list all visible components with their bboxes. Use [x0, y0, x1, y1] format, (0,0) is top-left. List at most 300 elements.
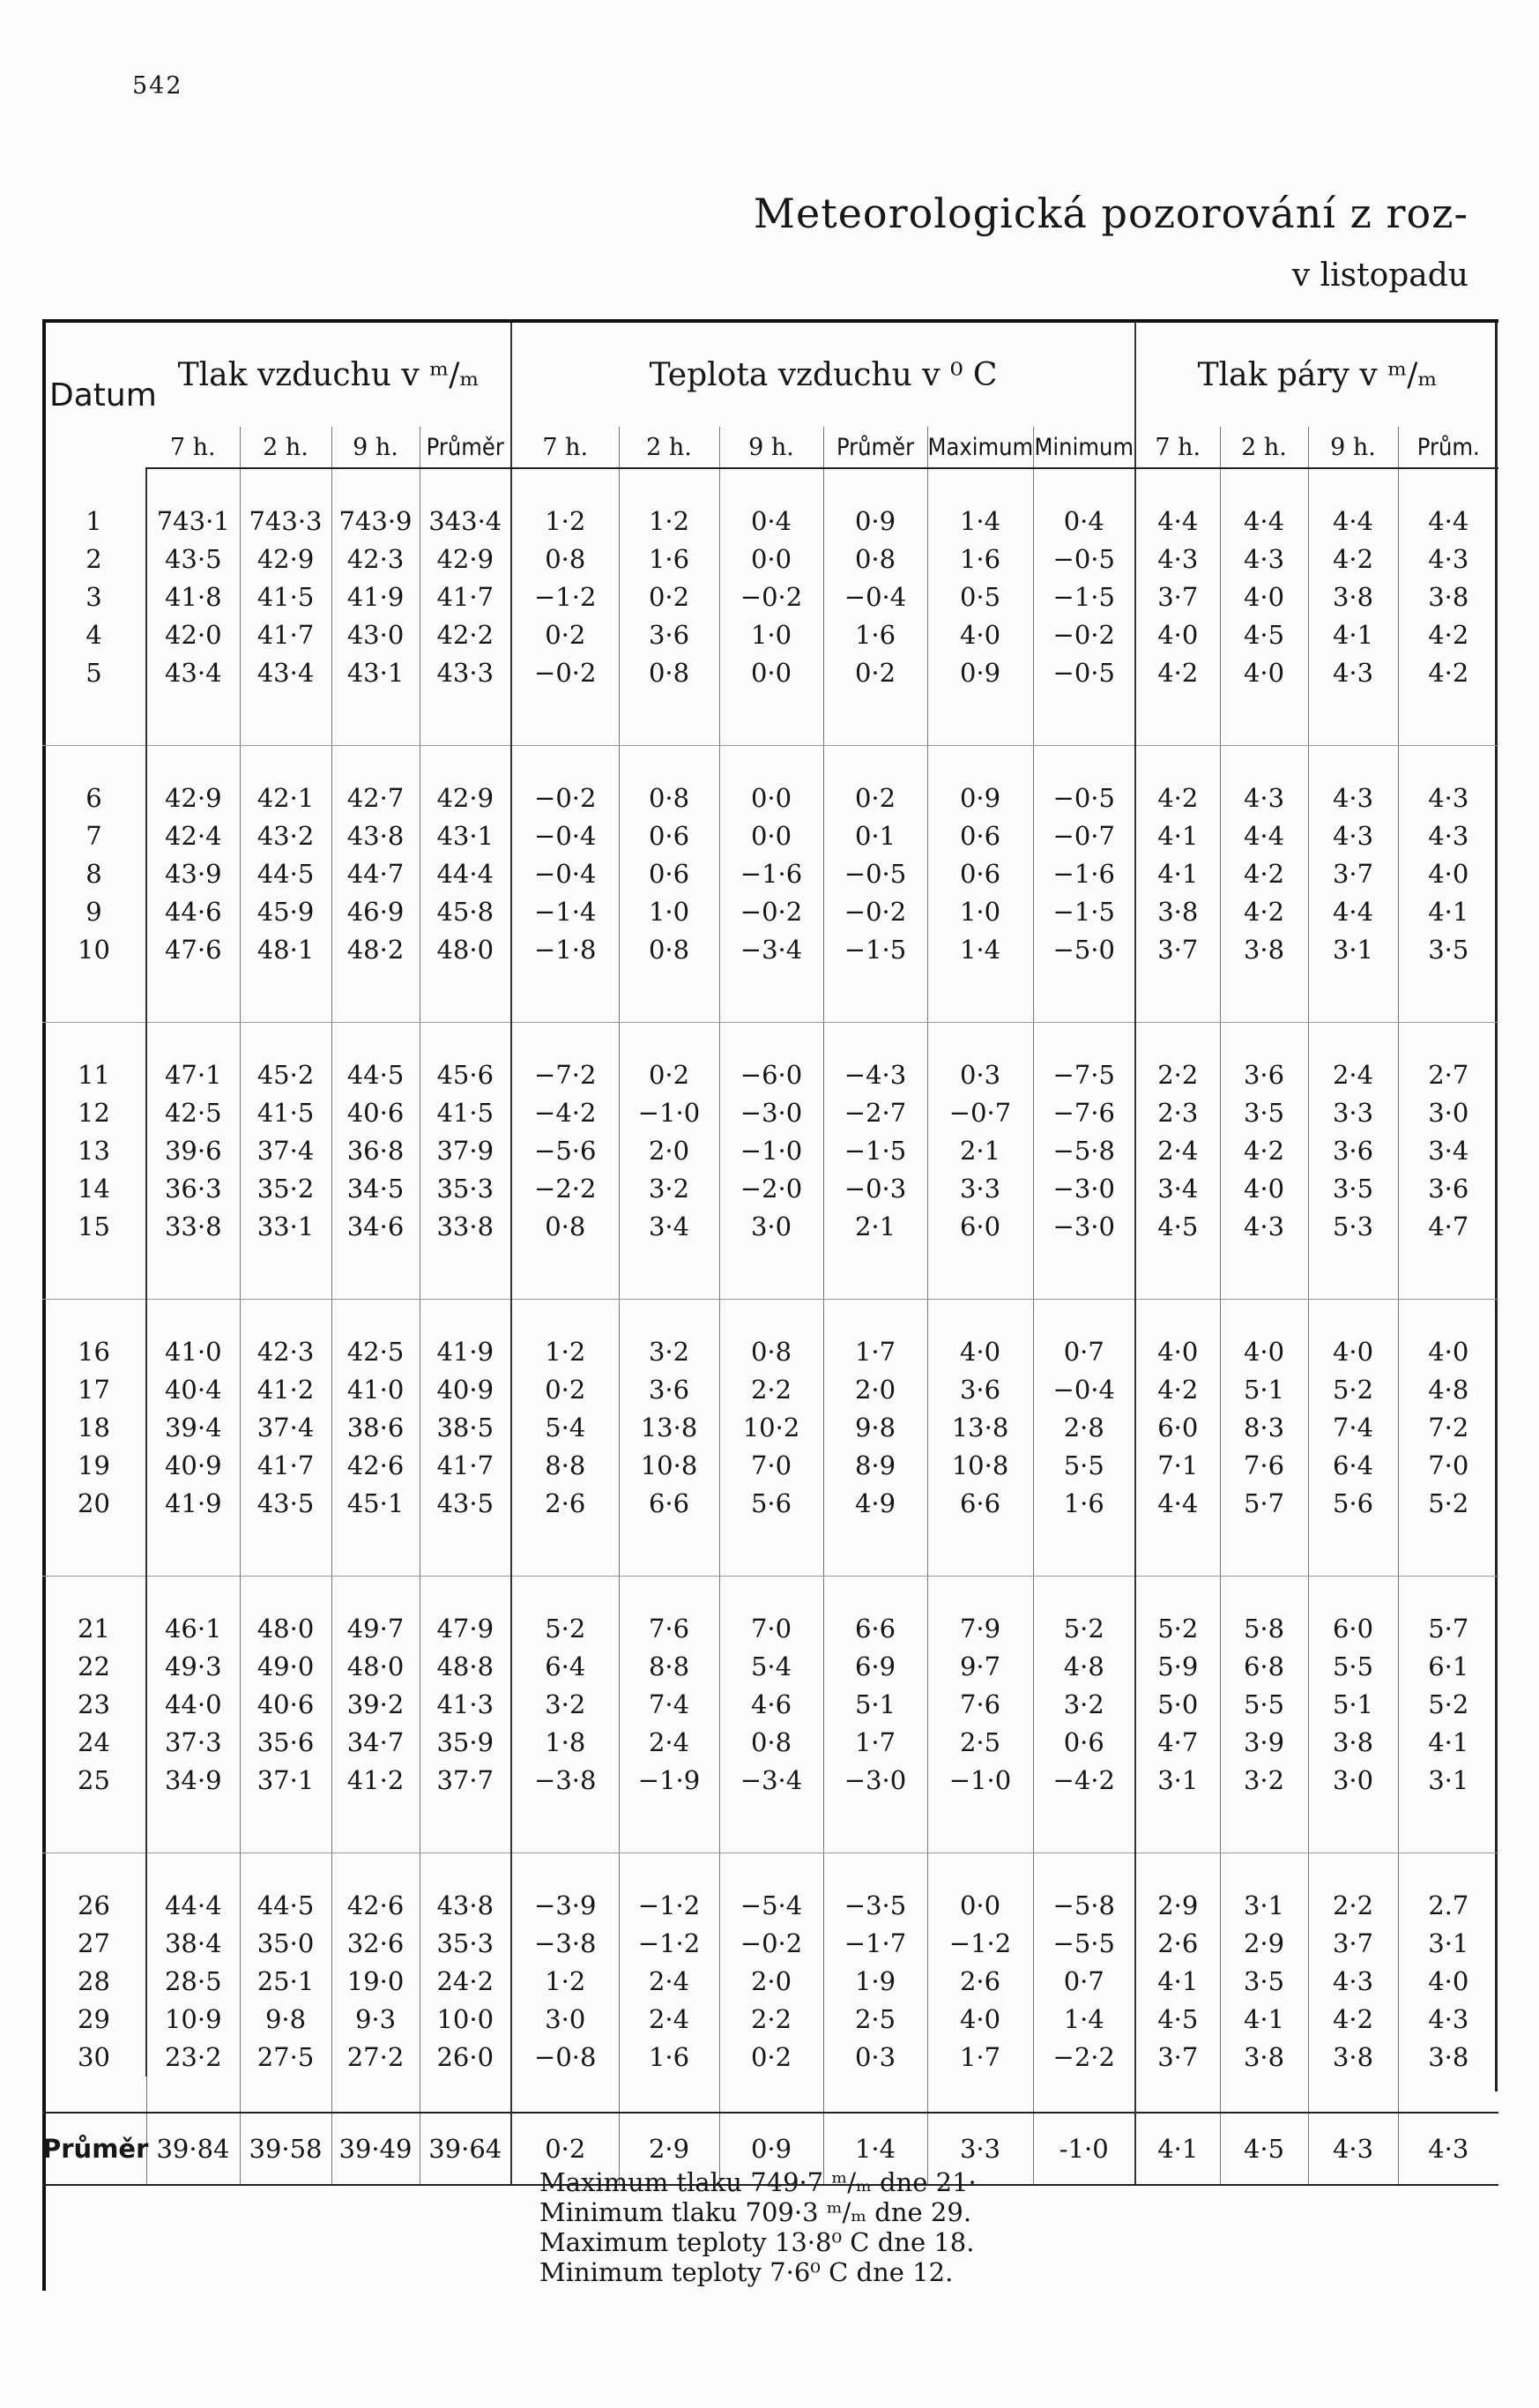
value-cell: 35·3 [420, 1170, 511, 1208]
value-cell: −1·5 [823, 931, 927, 969]
value-cell: 3·8 [1220, 931, 1308, 969]
value-cell: 1·0 [719, 616, 823, 654]
spacer-row [42, 1853, 1498, 1888]
value-cell: 42·5 [146, 1094, 240, 1132]
value-cell: 1·9 [823, 1963, 927, 2001]
value-cell: −1·2 [619, 1887, 719, 1925]
average-cell: 4·3 [1398, 2113, 1498, 2185]
value-cell: 343·4 [420, 503, 511, 540]
value-cell: 37·3 [146, 1724, 240, 1762]
value-cell: 2·0 [619, 1132, 719, 1170]
value-cell: 6·0 [1308, 1610, 1398, 1648]
value-cell: 4·2 [1220, 1132, 1308, 1170]
value-cell: 0·2 [719, 2039, 823, 2076]
value-cell: 1·6 [619, 2039, 719, 2076]
value-cell: −1·5 [823, 1132, 927, 1170]
value-cell: 37·9 [420, 1132, 511, 1170]
day-cell: 11 [78, 1060, 110, 1090]
value-cell: 48·2 [331, 931, 420, 969]
day-cell: 1 [86, 506, 102, 536]
value-cell: 4·0 [1135, 616, 1220, 654]
value-cell: 2.7 [1398, 1887, 1498, 1925]
value-cell: 0·9 [927, 654, 1033, 692]
value-cell: 2·5 [927, 1724, 1033, 1762]
value-cell: 41·9 [146, 1485, 240, 1523]
value-cell: 26·0 [420, 2039, 511, 2076]
value-cell: −0·2 [719, 578, 823, 616]
value-cell: 7·6 [1220, 1447, 1308, 1485]
day-cell: 10 [78, 935, 110, 965]
value-cell: 3·2 [1033, 1686, 1135, 1724]
value-cell: 43·4 [146, 654, 240, 692]
value-cell: 27·2 [331, 2039, 420, 2076]
value-cell: 3·9 [1220, 1724, 1308, 1762]
value-cell: 45·9 [240, 893, 331, 931]
value-cell: 41·8 [146, 578, 240, 616]
value-cell: 0·6 [619, 855, 719, 893]
value-cell: 0·0 [927, 1887, 1033, 1925]
table-row [42, 817, 1498, 855]
value-cell: 48·0 [240, 1610, 331, 1648]
value-cell: 6·1 [1398, 1648, 1498, 1686]
value-cell: 4·1 [1135, 1963, 1220, 2001]
value-cell: 6·6 [619, 1485, 719, 1523]
value-cell: 10·0 [420, 2001, 511, 2039]
table-row [42, 893, 1498, 931]
value-cell: 41·9 [331, 578, 420, 616]
value-cell: 4·2 [1220, 893, 1308, 931]
value-cell: 0·6 [927, 817, 1033, 855]
value-cell: 4·3 [1398, 540, 1498, 578]
value-cell: −1·0 [619, 1094, 719, 1132]
value-cell: 37·7 [420, 1762, 511, 1800]
value-cell: 41·2 [331, 1762, 420, 1800]
value-cell: 25·1 [240, 1963, 331, 2001]
page-title: Meteorologická pozorování z roz- [753, 190, 1468, 237]
value-cell: 7·4 [1308, 1409, 1398, 1447]
day-cell: 21 [78, 1614, 110, 1644]
value-cell: 41·0 [146, 1333, 240, 1371]
group-divider-row [42, 692, 1498, 746]
value-cell: 5·7 [1220, 1485, 1308, 1523]
table-row [42, 616, 1498, 654]
value-cell: 4·4 [1398, 503, 1498, 540]
value-cell: 44·5 [240, 1887, 331, 1925]
table-row [42, 578, 1498, 616]
day-cell: 24 [78, 1727, 110, 1757]
value-cell: 42·4 [146, 817, 240, 855]
value-cell: 2·4 [619, 1724, 719, 1762]
value-cell: 4·2 [1135, 654, 1220, 692]
table-row [42, 1963, 1498, 2001]
value-cell: −5·4 [719, 1887, 823, 1925]
value-cell: 4·4 [1220, 817, 1308, 855]
value-cell: 4·0 [927, 616, 1033, 654]
value-cell: 3·8 [1308, 2039, 1398, 2076]
day-cell: 20 [78, 1488, 110, 1518]
value-cell: −5·5 [1033, 1925, 1135, 1963]
value-cell: −1·5 [1033, 578, 1135, 616]
value-cell: 3·7 [1308, 855, 1398, 893]
value-cell: 6·0 [1135, 1409, 1220, 1447]
value-cell: 10·2 [719, 1409, 823, 1447]
value-cell: 4·2 [1398, 616, 1498, 654]
value-cell: 1·6 [1033, 1485, 1135, 1523]
value-cell: 4·4 [1135, 503, 1220, 540]
value-cell: 4·1 [1135, 855, 1220, 893]
day-cell: 14 [78, 1174, 110, 1204]
value-cell: 4·4 [1135, 1485, 1220, 1523]
value-cell: 35·0 [240, 1925, 331, 1963]
value-cell: −3·0 [1033, 1170, 1135, 1208]
value-cell: −0·2 [511, 779, 619, 817]
value-cell: 8·8 [511, 1447, 619, 1485]
spacer-row [42, 746, 1498, 780]
value-cell: −3·0 [1033, 1208, 1135, 1246]
value-cell: 4·0 [927, 1333, 1033, 1371]
day-cell: 30 [78, 2042, 110, 2072]
table-row [42, 1208, 1498, 1246]
value-cell: 3·5 [1220, 1094, 1308, 1132]
value-cell: 2·4 [1308, 1056, 1398, 1094]
value-cell: 1·7 [823, 1333, 927, 1371]
value-cell: 2·6 [511, 1485, 619, 1523]
value-cell: −5·6 [511, 1132, 619, 1170]
value-cell: 7·0 [1398, 1447, 1498, 1485]
table-row [42, 1094, 1498, 1132]
value-cell: 4·1 [1135, 817, 1220, 855]
value-cell: −4·2 [1033, 1762, 1135, 1800]
value-cell: 3·8 [1398, 2039, 1498, 2076]
value-cell: 1·4 [1033, 2001, 1135, 2039]
value-cell: 1·8 [511, 1724, 619, 1762]
average-cell: 0·2 [511, 2113, 619, 2185]
value-cell: 0·0 [719, 817, 823, 855]
value-cell: 41·7 [420, 578, 511, 616]
value-cell: 40·6 [240, 1686, 331, 1724]
value-cell: 0·2 [619, 1056, 719, 1094]
value-cell: 4·0 [1220, 578, 1308, 616]
value-cell: 5·2 [1308, 1371, 1398, 1409]
value-cell: 44·4 [420, 855, 511, 893]
average-cell: 1·4 [823, 2113, 927, 2185]
value-cell: 1·2 [619, 503, 719, 540]
value-cell: 41·5 [240, 1094, 331, 1132]
value-cell: 35·3 [420, 1925, 511, 1963]
average-cell: 39·58 [240, 2113, 331, 2185]
value-cell: 0·8 [619, 931, 719, 969]
value-cell: −2·0 [719, 1170, 823, 1208]
value-cell: −1·7 [823, 1925, 927, 1963]
value-cell: 47·1 [146, 1056, 240, 1094]
value-cell: 46·1 [146, 1610, 240, 1648]
value-cell: 42·9 [420, 779, 511, 817]
day-cell: 29 [78, 2004, 110, 2034]
value-cell: 0·7 [1033, 1333, 1135, 1371]
value-cell: 4·4 [1308, 503, 1398, 540]
value-cell: 743·1 [146, 503, 240, 540]
value-cell: 48·0 [420, 931, 511, 969]
value-cell: 45·6 [420, 1056, 511, 1094]
value-cell: 4·2 [1398, 654, 1498, 692]
temp-avg-header: Průměr [823, 427, 927, 468]
value-cell: 44·5 [331, 1056, 420, 1094]
value-cell: 48·0 [331, 1648, 420, 1686]
value-cell: 4·0 [1398, 1963, 1498, 2001]
value-cell: 6·4 [1308, 1447, 1398, 1485]
value-cell: 0·5 [927, 578, 1033, 616]
value-cell: 4·0 [927, 2001, 1033, 2039]
value-cell: 8·8 [619, 1648, 719, 1686]
spacer-row [42, 468, 1498, 503]
value-cell: 2·4 [619, 1963, 719, 2001]
average-cell: 39·49 [331, 2113, 420, 2185]
value-cell: 5·1 [1308, 1686, 1398, 1724]
value-cell: 3·7 [1135, 578, 1220, 616]
value-cell: 5·2 [1135, 1610, 1220, 1648]
value-cell: −2·2 [1033, 2039, 1135, 2076]
value-cell: 4·1 [1220, 2001, 1308, 2039]
value-cell: 42·2 [420, 616, 511, 654]
value-cell: 2·9 [1220, 1925, 1308, 1963]
value-cell: −0·4 [511, 817, 619, 855]
pressure-header: Tlak vzduchu v ᵐ/ₘ [177, 356, 480, 393]
value-cell: 43·5 [240, 1485, 331, 1523]
value-cell: 42·6 [331, 1887, 420, 1925]
value-cell: 42·0 [146, 616, 240, 654]
day-cell: 2 [86, 544, 102, 574]
value-cell: −0·5 [1033, 540, 1135, 578]
value-cell: −1·4 [511, 893, 619, 931]
day-cell: 26 [78, 1890, 110, 1920]
day-cell: 5 [86, 658, 102, 688]
value-cell: 48·8 [420, 1648, 511, 1686]
value-cell: 4·0 [1220, 654, 1308, 692]
value-cell: 4·3 [1135, 540, 1220, 578]
value-cell: 34·9 [146, 1762, 240, 1800]
value-cell: −2·2 [511, 1170, 619, 1208]
group-divider-row [42, 1800, 1498, 1853]
value-cell: 43·4 [240, 654, 331, 692]
value-cell: 42·6 [331, 1447, 420, 1485]
value-cell: 0·4 [719, 503, 823, 540]
table-row [42, 1724, 1498, 1762]
value-cell: −0·4 [1033, 1371, 1135, 1409]
value-cell: 4·3 [1308, 654, 1398, 692]
temp-max-header: Maximum [927, 427, 1033, 468]
value-cell: 4·7 [1135, 1724, 1220, 1762]
value-cell: 4·4 [1308, 893, 1398, 931]
value-cell: 4·0 [1220, 1170, 1308, 1208]
value-cell: 44·6 [146, 893, 240, 931]
value-cell: 6·6 [823, 1610, 927, 1648]
value-cell: 3·8 [1308, 578, 1398, 616]
value-cell: 42·7 [331, 779, 420, 817]
value-cell: 38·6 [331, 1409, 420, 1447]
value-cell: 0·8 [719, 1724, 823, 1762]
spacer-row [42, 1577, 1498, 1611]
value-cell: 743·3 [240, 503, 331, 540]
value-cell: 4·0 [1135, 1333, 1220, 1371]
value-cell: 43·1 [331, 654, 420, 692]
value-cell: 6·6 [927, 1485, 1033, 1523]
value-cell: 5·2 [1398, 1485, 1498, 1523]
value-cell: 3·0 [1308, 1762, 1398, 1800]
value-cell: 7·6 [619, 1610, 719, 1648]
vapor-9h-header: 9 h. [1308, 427, 1398, 468]
spacer-row [42, 1023, 1498, 1057]
value-cell: 4·3 [1308, 1963, 1398, 2001]
value-cell: 38·4 [146, 1925, 240, 1963]
page-subtitle: v listopadu [1291, 257, 1468, 294]
table-row [42, 1447, 1498, 1485]
value-cell: 1·6 [823, 616, 927, 654]
value-cell: 7·4 [619, 1686, 719, 1724]
value-cell: 3·5 [1220, 1963, 1308, 2001]
value-cell: −0·4 [511, 855, 619, 893]
value-cell: 10·9 [146, 2001, 240, 2039]
value-cell: 2·5 [823, 2001, 927, 2039]
value-cell: 4·2 [1135, 779, 1220, 817]
value-cell: 7·0 [719, 1610, 823, 1648]
value-cell: 36·3 [146, 1170, 240, 1208]
value-cell: 5·2 [511, 1610, 619, 1648]
value-cell: 3·8 [1398, 578, 1498, 616]
value-cell: 0·0 [719, 654, 823, 692]
value-cell: 10·8 [927, 1447, 1033, 1485]
value-cell: 7·2 [1398, 1409, 1498, 1447]
value-cell: 2·3 [1135, 1094, 1220, 1132]
value-cell: −6·0 [719, 1056, 823, 1094]
value-cell: 43·1 [420, 817, 511, 855]
value-cell: 0·8 [719, 1333, 823, 1371]
value-cell: 0·8 [823, 540, 927, 578]
group-divider-row [42, 1246, 1498, 1300]
temperature-header: Teplota vzduchu v ⁰ C [511, 321, 1135, 427]
value-cell: 40·4 [146, 1371, 240, 1409]
value-cell: −5·8 [1033, 1132, 1135, 1170]
temp-min-header: Minimum [1033, 427, 1135, 468]
value-cell: 43·8 [331, 817, 420, 855]
value-cell: 37·4 [240, 1409, 331, 1447]
value-cell: 3·0 [719, 1208, 823, 1246]
value-cell: −1·9 [619, 1762, 719, 1800]
value-cell: 46·9 [331, 893, 420, 931]
value-cell: 2·4 [1135, 1132, 1220, 1170]
day-cell: 9 [86, 897, 102, 927]
value-cell: 2·9 [1135, 1887, 1220, 1925]
value-cell: −1·0 [719, 1132, 823, 1170]
value-cell: 43·2 [240, 817, 331, 855]
value-cell: −1·6 [719, 855, 823, 893]
value-cell: 0·6 [619, 817, 719, 855]
value-cell: 48·1 [240, 931, 331, 969]
table-row [42, 540, 1498, 578]
value-cell: 3·1 [1135, 1762, 1220, 1800]
value-cell: −7·5 [1033, 1056, 1135, 1094]
value-cell: 33·8 [146, 1208, 240, 1246]
average-cell: 3·3 [927, 2113, 1033, 2185]
value-cell: −0·3 [823, 1170, 927, 1208]
value-cell: 45·8 [420, 893, 511, 931]
value-cell: 5·9 [1135, 1648, 1220, 1686]
value-cell: −0·5 [1033, 654, 1135, 692]
value-cell: 5·6 [1308, 1485, 1398, 1523]
footer-line: Minimum tlaku 709·3 ᵐ/ₘ dne 29. [539, 2197, 972, 2227]
table-row [42, 779, 1498, 817]
value-cell: −0·8 [511, 2039, 619, 2076]
value-cell: 3·1 [1308, 931, 1398, 969]
value-cell: 2·6 [1135, 1925, 1220, 1963]
value-cell: 2·7 [1398, 1056, 1498, 1094]
value-cell: 3·7 [1135, 931, 1220, 969]
value-cell: −0·2 [719, 893, 823, 931]
value-cell: 3·4 [619, 1208, 719, 1246]
value-cell: 4·5 [1135, 1208, 1220, 1246]
table-row [42, 1056, 1498, 1094]
value-cell: 4·3 [1220, 1208, 1308, 1246]
value-cell: 41·3 [420, 1686, 511, 1724]
value-cell: −1·2 [619, 1925, 719, 1963]
value-cell: 1·4 [927, 931, 1033, 969]
vapor-2h-header: 2 h. [1220, 427, 1308, 468]
day-cell: 16 [78, 1337, 110, 1367]
value-cell: 43·5 [146, 540, 240, 578]
table-row [42, 2001, 1498, 2039]
average-cell: 4·5 [1220, 2113, 1308, 2185]
temp-2h-header: 2 h. [619, 427, 719, 468]
value-cell: 2·2 [719, 2001, 823, 2039]
value-cell: −1·0 [927, 1762, 1033, 1800]
value-cell: 0·8 [619, 654, 719, 692]
value-cell: 4·0 [1398, 855, 1498, 893]
value-cell: −1·8 [511, 931, 619, 969]
day-cell: 19 [78, 1450, 110, 1480]
value-cell: 7·6 [927, 1686, 1033, 1724]
value-cell: 4·2 [1308, 540, 1398, 578]
value-cell: 35·9 [420, 1724, 511, 1762]
value-cell: 4·3 [1398, 2001, 1498, 2039]
value-cell: 42·5 [331, 1333, 420, 1371]
value-cell: 1·0 [927, 893, 1033, 931]
value-cell: 41·7 [240, 616, 331, 654]
value-cell: 1·7 [823, 1724, 927, 1762]
value-cell: 44·0 [146, 1686, 240, 1724]
day-cell: 28 [78, 1966, 110, 1996]
value-cell: 5·0 [1135, 1686, 1220, 1724]
value-cell: 34·6 [331, 1208, 420, 1246]
value-cell: 33·1 [240, 1208, 331, 1246]
value-cell: 8·3 [1220, 1409, 1308, 1447]
value-cell: 4·3 [1308, 817, 1398, 855]
value-cell: 2·0 [823, 1371, 927, 1409]
value-cell: 2·0 [719, 1963, 823, 2001]
value-cell: −3·8 [511, 1925, 619, 1963]
value-cell: 1·2 [511, 1333, 619, 1371]
pressure-avg-header: Průměr [420, 427, 511, 468]
table-row [42, 1762, 1498, 1800]
temp-7h-header: 7 h. [511, 427, 619, 468]
value-cell: 3·2 [619, 1170, 719, 1208]
value-cell: 9·8 [823, 1409, 927, 1447]
value-cell: 7·1 [1135, 1447, 1220, 1485]
value-cell: 5·3 [1308, 1208, 1398, 1246]
value-cell: 6·0 [927, 1208, 1033, 1246]
vapor-7h-header: 7 h. [1135, 427, 1220, 468]
value-cell: 1·4 [927, 503, 1033, 540]
value-cell: −5·0 [1033, 931, 1135, 969]
value-cell: −1·6 [1033, 855, 1135, 893]
